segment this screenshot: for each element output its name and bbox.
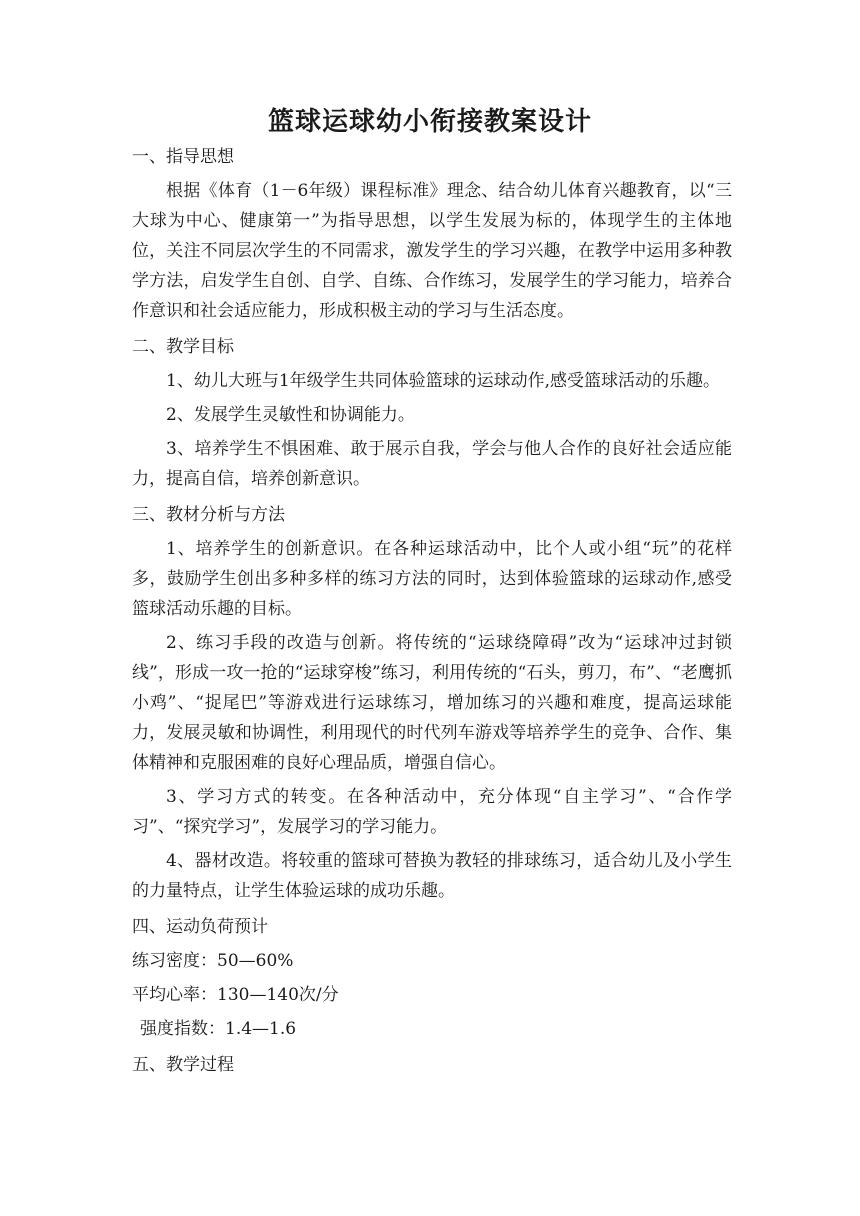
paragraph: 3、学习方式的转变。在各种活动中，充分体现“自主学习”、“合作学习”、“探究学习”，发展学习的学习能力。 [132, 787, 732, 837]
section-heading-guiding-thought: 一、指导思想 [132, 147, 234, 167]
document-title: 篮球运球幼小衔接教案设计 [267, 107, 592, 137]
section-heading-exercise-load: 四、运动负荷预计 [132, 917, 268, 937]
paragraph: 2、练习手段的改造与创新。将传统的“运球绕障碍”改为“运球冲过封锁线”，形成一攻一抢的“运球穿梭”练习，利用传统的“石头，剪刀，布”、“老鹰抓小鸡”、“捉尾巴”等游戏进行运球练习，增加练习的兴趣和难度，提高运球能力，发展灵敏和协调性，利用现代的时代列车游戏等培养学生的竞争、合作、集体精神和克服困难的良好心理品质，增强自信心。 [132, 633, 732, 773]
document-body [132, 142, 732, 1080]
section-heading-material-analysis: 三、教材分析与方法 [132, 505, 285, 525]
paragraph: 3、培养学生不惧困难、敢于展示自我，学会与他人合作的良好社会适应能力，提高自信，培养创新意识。 [132, 439, 732, 489]
section-heading-teaching-process: 五、教学过程 [132, 1055, 234, 1075]
practice-density-line: 练习密度：50—60% [132, 951, 294, 971]
paragraph: 根据《体育（1－6年级）课程标准》理念、结合幼儿体育兴趣教育，以“三大球为中心、健康第一”为指导思想，以学生发展为标的，体现学生的主体地位，关注不同层次学生的不同需求，激发学生的学习兴趣，在教学中运用多种教学方法，启发学生自创、自学、自练、合作练习，发展学生的学习能力，培养合作意识和社会适应能力，形成积极主动的学习与生活态度。 [132, 181, 732, 321]
paragraph: 1、培养学生的创新意识。在各种运球活动中，比个人或小组“玩”的花样多，鼓励学生创出多种多样的练习方法的同时，达到体验篮球的运球动作,感受篮球活动乐趣的目标。 [132, 539, 732, 619]
average-heart-rate-line: 平均心率：130—140次/分 [132, 985, 339, 1005]
paragraph: 1、幼儿大班与1年级学生共同体验篮球的运球动作,感受篮球活动的乐趣。 [166, 371, 721, 391]
intensity-index-line: 强度指数：1.4—1.6 [140, 1019, 297, 1039]
paragraph: 2、发展学生灵敏性和协调能力。 [166, 405, 415, 425]
section-heading-teaching-goals: 二、教学目标 [132, 337, 234, 357]
paragraph: 4、器材改造。将较重的篮球可替换为教轻的排球练习，适合幼儿及小学生的力量特点，让学生体验运球的成功乐趣。 [132, 851, 732, 901]
